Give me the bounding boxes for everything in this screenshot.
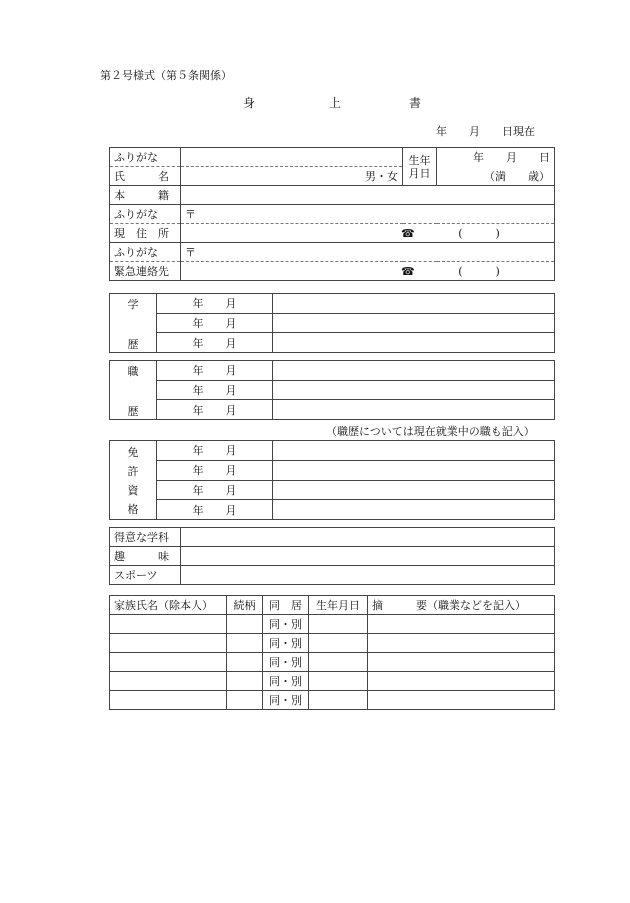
license-date[interactable]: 年 月 <box>157 441 273 461</box>
cohabit-option[interactable]: 同・別 <box>263 691 309 710</box>
sports-label: スポーツ <box>110 566 181 585</box>
emergency-label: 緊急連絡先 <box>110 262 181 281</box>
furigana-label: ふりがな <box>110 148 181 167</box>
license-date[interactable]: 年 月 <box>157 480 273 500</box>
education-entry[interactable] <box>273 313 555 333</box>
education-date[interactable]: 年 月 <box>157 333 273 353</box>
career-entry[interactable] <box>273 361 555 381</box>
career-note: （職歴については現在就業中の職も記入） <box>326 425 535 438</box>
license-entry[interactable] <box>273 441 555 461</box>
relation-header: 続柄 <box>227 596 263 615</box>
title-char-3: 書 <box>409 96 422 110</box>
licenses-label: 免 許 資 格 <box>110 441 157 520</box>
cohabit-option[interactable]: 同・別 <box>263 634 309 653</box>
license-entry[interactable] <box>273 500 555 520</box>
postal-icon: 〒 <box>185 208 196 221</box>
birth-label: 生年 月日 <box>403 148 437 186</box>
postal-field[interactable] <box>181 205 555 224</box>
table-row <box>110 672 555 691</box>
furigana-field[interactable] <box>181 148 403 167</box>
hobby-label: 趣 味 <box>110 547 181 566</box>
education-label: 学 歴 <box>110 294 157 353</box>
cohabit-header: 同 居 <box>263 596 309 615</box>
subject-field[interactable] <box>181 528 555 547</box>
table-row <box>110 691 555 710</box>
family-table <box>109 595 555 710</box>
postal-icon: 〒 <box>185 246 196 259</box>
licenses-table <box>109 440 555 520</box>
furigana3-label: ふりがな <box>110 243 181 262</box>
emergency-field[interactable] <box>181 262 555 281</box>
career-label: 職 歴 <box>110 361 157 420</box>
education-entry[interactable] <box>273 333 555 353</box>
title-char-2: 上 <box>329 96 342 110</box>
license-entry[interactable] <box>273 480 555 500</box>
sports-field[interactable] <box>181 566 555 585</box>
family-name-header: 家族氏名（除本人） <box>110 596 227 615</box>
table-row <box>110 653 555 672</box>
personal-info-table <box>109 147 555 281</box>
career-date[interactable]: 年 月 <box>157 380 273 400</box>
cohabit-option[interactable]: 同・別 <box>263 672 309 691</box>
phone-paren: ( ) <box>458 227 500 240</box>
education-date[interactable]: 年 月 <box>157 294 273 314</box>
career-entry[interactable] <box>273 380 555 400</box>
education-table <box>109 293 555 353</box>
phone-paren: ( ) <box>458 265 500 278</box>
hobby-field[interactable] <box>181 547 555 566</box>
career-date[interactable]: 年 月 <box>157 361 273 381</box>
phone-icon: ☎ <box>401 265 415 278</box>
career-table <box>109 360 555 420</box>
birth-date[interactable]: 年 月 日 <box>437 148 555 167</box>
skills-table <box>109 527 555 585</box>
remarks-header: 摘 要（職業などを記入） <box>368 596 555 615</box>
address-field[interactable] <box>181 224 555 243</box>
date-line: 年 月 日現在 <box>436 125 535 138</box>
honseki-label: 本 籍 <box>110 186 181 205</box>
education-entry[interactable] <box>273 294 555 314</box>
subject-label: 得意な学科 <box>110 528 181 547</box>
furigana2-label: ふりがな <box>110 205 181 224</box>
cohabit-option[interactable]: 同・別 <box>263 653 309 672</box>
table-row <box>110 615 555 634</box>
career-entry[interactable] <box>273 400 555 420</box>
table-row <box>110 634 555 653</box>
title-char-1: 身 <box>243 96 256 110</box>
license-entry[interactable] <box>273 460 555 480</box>
postal-field-2[interactable] <box>181 243 555 262</box>
license-date[interactable]: 年 月 <box>157 460 273 480</box>
honseki-field[interactable] <box>181 186 555 205</box>
cohabit-option[interactable]: 同・別 <box>263 615 309 634</box>
gender-field[interactable]: 男・女 <box>181 167 403 186</box>
phone-icon: ☎ <box>401 227 415 240</box>
address-label: 現 住 所 <box>110 224 181 243</box>
career-date[interactable]: 年 月 <box>157 400 273 420</box>
name-label: 氏 名 <box>110 167 181 186</box>
license-date[interactable]: 年 月 <box>157 500 273 520</box>
age-field[interactable]: （満 歳） <box>437 167 555 186</box>
birthdate-header: 生年月日 <box>309 596 368 615</box>
education-date[interactable]: 年 月 <box>157 313 273 333</box>
form-number: 第２号様式（第５条関係） <box>100 69 232 82</box>
